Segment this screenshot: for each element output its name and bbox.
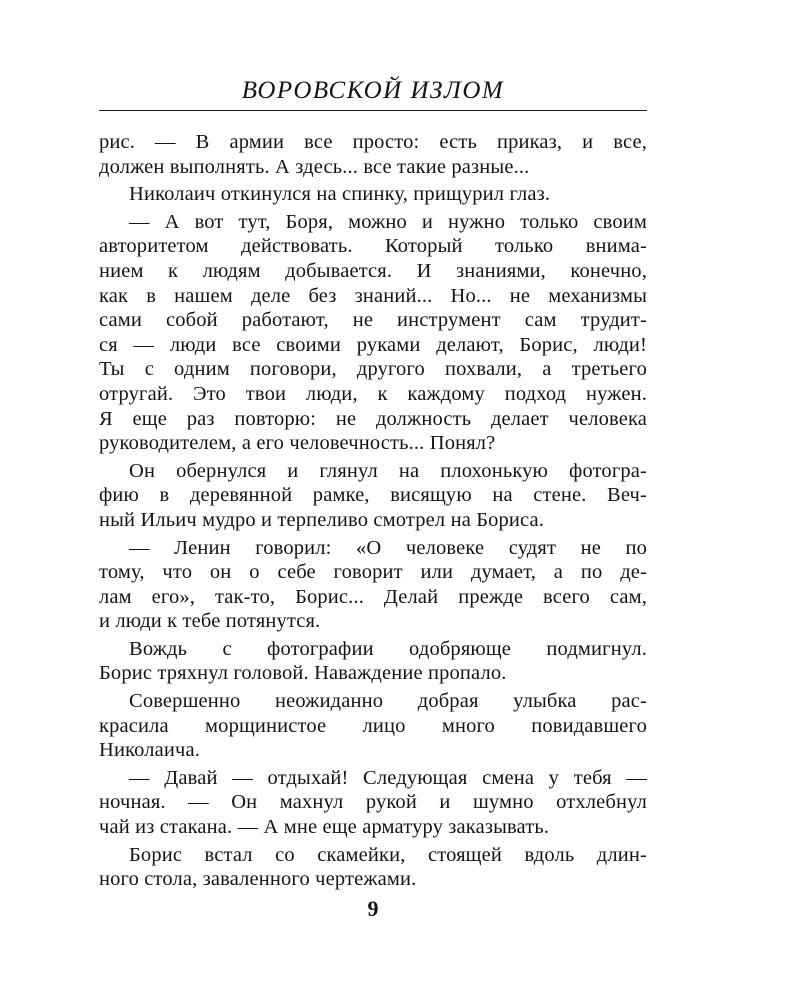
page-number: 9 — [367, 896, 379, 921]
text-line: и люди к тебе потянутся. — [99, 610, 321, 633]
paragraph — [99, 130, 647, 179]
paragraph — [99, 536, 647, 634]
paragraph — [99, 637, 647, 686]
text-line: — А вот тут, Боря, можно и нужно только своим — [129, 210, 647, 233]
text-line: рис. — В армии все просто: есть приказ, и все, — [99, 131, 647, 153]
text-line: красила морщинистое лицо много повидавшего — [99, 714, 647, 737]
text-line: отругай. Это твои люди, к каждому подход нужен. — [99, 382, 647, 405]
body-text — [99, 130, 647, 892]
text-line: авторитетом действовать. Который только внима- — [99, 235, 647, 258]
text-line: тому, что он о себе говорит или думает, а по де- — [99, 561, 647, 584]
text-line: Ты с одним поговори, другого похвали, а третьего — [99, 358, 647, 381]
text-line: Вождь с фотографии одобряюще подмигнул. — [129, 637, 647, 660]
text-line: как в нашем деле без знаний... Но... не механизмы — [99, 284, 647, 307]
text-line: Он обернулся и глянул на плохонькую фотогра- — [129, 459, 647, 482]
text-line: Борис встал со скамейки, стоящей вдоль длин- — [129, 843, 647, 866]
text-line: ся — люди все своими руками делают, Борис, люди! — [99, 333, 647, 356]
text-line: ный Ильич мудро и терпеливо смотрел на Бориса. — [99, 508, 545, 531]
paragraph — [99, 182, 647, 207]
text-line: Совершенно неожиданно добрая улыбка рас- — [129, 690, 647, 713]
text-line: Николаич откинулся на спинку, прищурил глаз. — [129, 183, 551, 206]
text-line: — Давай — отдыхай! Следующая смена у тебя — — [129, 766, 647, 789]
text-line: руководителем, а его человечность... Понял? — [99, 432, 496, 455]
text-line: нием к людям добывается. И знаниями, конечно, — [99, 259, 647, 282]
text-line: — Ленин говорил: «О человеке судят не по — [129, 536, 647, 559]
paragraph — [99, 210, 647, 456]
paragraph — [99, 843, 647, 892]
text-line: ного стола, заваленного чертежами. — [99, 868, 417, 891]
running-head: ВОРОВСКОЙ ИЗЛОМ — [241, 77, 505, 104]
text-line: ночная. — Он махнул рукой и шумно отхлебнул — [99, 791, 647, 814]
paragraph — [99, 689, 647, 763]
paragraph — [99, 766, 647, 840]
text-line: должен выполнять. А здесь... все такие разные... — [99, 155, 530, 178]
text-line: Николаича. — [99, 739, 201, 762]
header-rule — [99, 110, 647, 111]
text-line: фию в деревянной рамке, висящую на стене. Веч- — [99, 484, 647, 507]
text-line: сами собой работают, не инструмент сам трудит- — [99, 309, 647, 332]
text-line: Борис тряхнул головой. Наваждение пропало. — [99, 662, 507, 685]
text-line: чай из стакана. — А мне еще арматуру заказывать. — [99, 816, 550, 839]
paragraph — [99, 459, 647, 533]
text-line: лам его», так-то, Борис... Делай прежде всего сам, — [99, 585, 647, 608]
text-line: Я еще раз повторю: не должность делает человека — [99, 407, 647, 430]
